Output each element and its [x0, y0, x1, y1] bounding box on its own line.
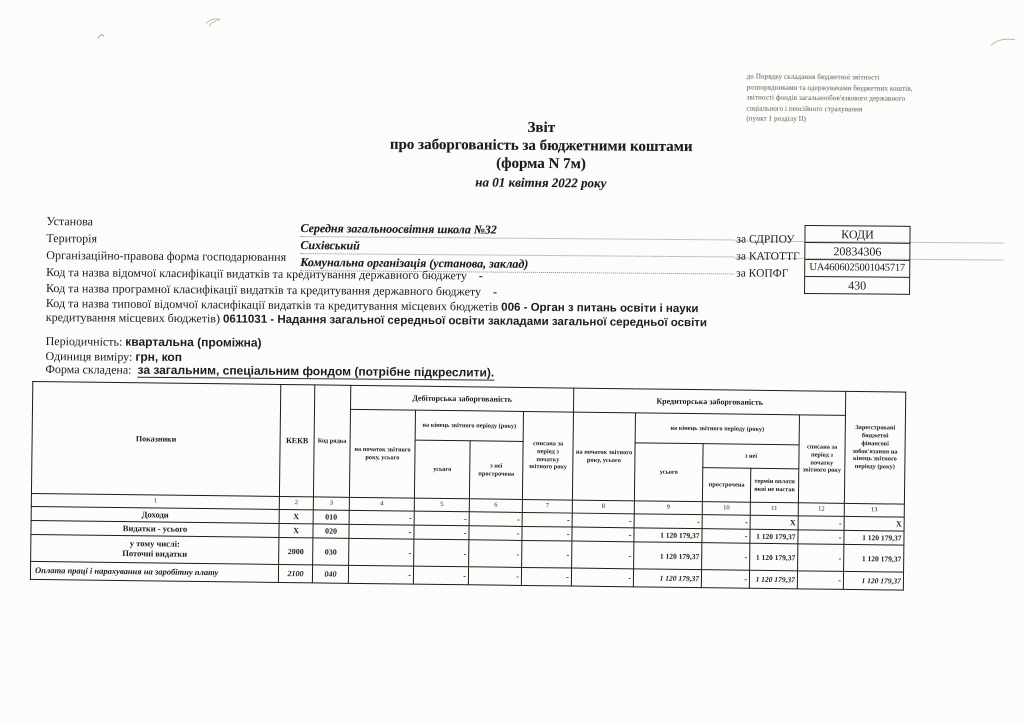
unit-value: грн, коп — [135, 349, 183, 365]
code-line-3-text: Код та назва типової відомчої класифікації видатків та кредитування місцевих бюджетів — [45, 296, 499, 314]
report-subtitle: про заборгованість за бюджетними коштами — [389, 136, 693, 156]
row-code: 010 — [313, 510, 349, 524]
col-number: 8 — [572, 500, 634, 514]
cell: - — [572, 541, 634, 569]
col-row-code: Код рядка — [313, 385, 350, 497]
cell: - — [701, 570, 749, 589]
col-number: 12 — [798, 503, 844, 517]
code-line-2-value: - — [492, 284, 498, 299]
corner-annotation-line: до Порядку складання бюджетної звітності — [746, 72, 880, 82]
cell: - — [572, 527, 634, 542]
cell: - — [702, 543, 750, 571]
row-name: Оплата праці і нарахування на заробітну плату — [30, 561, 278, 582]
cell: - — [572, 513, 634, 528]
kopfg-code: 430 — [848, 278, 867, 293]
orgform-label: Організаційно-правова форма господарювання — [46, 248, 287, 264]
row-name: Доходи — [31, 506, 279, 523]
cell: - — [469, 540, 522, 568]
cell: - — [702, 515, 750, 530]
row-kekv: 2000 — [279, 537, 313, 564]
col-debit-written-off: списана за період з початку звітного року — [522, 411, 573, 500]
cell: 1 120 179,37 — [844, 544, 904, 572]
col-credit-start: на початок звітного року, усього — [572, 412, 635, 501]
cell: - — [414, 539, 469, 567]
cell: - — [349, 510, 414, 525]
code-line-2-text: Код та назва програмної класифікації видатків та кредитування державного бюджету — [45, 281, 482, 299]
col-number: 1 — [31, 493, 279, 509]
row-kekv: X — [279, 523, 313, 537]
cell: - — [349, 538, 414, 566]
col-number: 5 — [414, 498, 469, 512]
col-number: 4 — [349, 497, 414, 511]
cell: 1 120 179,37 — [843, 571, 903, 590]
cell: 1 120 179,37 — [634, 528, 702, 543]
debt-table — [30, 381, 906, 591]
cell: - — [798, 544, 844, 572]
cell: - — [797, 571, 843, 590]
col-number: 10 — [702, 502, 750, 516]
code-line-4-text: кредитування місцевих бюджетів) — [45, 310, 221, 326]
col-credit-total: усього — [634, 443, 703, 502]
cell: - — [702, 529, 750, 544]
corner-annotation-line: (пункт 1 розділу ІІ) — [746, 114, 807, 124]
col-debit-period-end: на кінець звітного періоду (року) — [415, 410, 523, 441]
col-credit-period-end: на кінець звітного періоду (року) — [635, 413, 799, 445]
cell: - — [469, 526, 522, 541]
kopfg-label: за КОПФГ — [736, 267, 789, 280]
code-line-3-value: 006 - Орган з питань освіти і науки — [501, 301, 699, 316]
cell: - — [469, 512, 522, 527]
territory-label: Територія — [46, 231, 98, 246]
cell: - — [634, 514, 702, 529]
col-debit-overdue: з неї прострочена — [469, 441, 523, 500]
form-line — [45, 362, 494, 381]
scan-noise-mark — [88, 10, 238, 51]
corner-annotation-line: розпорядниками та одержувачами бюджетних коштів, — [746, 83, 913, 93]
col-number: 13 — [844, 503, 904, 517]
cell: 1 120 179,37 — [750, 543, 798, 571]
cell: - — [414, 525, 469, 540]
group-debit: Дебіторська заборгованість — [350, 385, 573, 412]
cell: - — [468, 567, 521, 586]
cell: 1 120 179,37 — [844, 530, 904, 545]
row-code: 040 — [312, 565, 348, 583]
territory-value: Сихівський — [300, 238, 734, 257]
cell: - — [522, 526, 572, 541]
col-credit-overdue: прострочена — [702, 468, 750, 503]
col-debit-start: на початок звітного року, усього — [349, 409, 415, 498]
cell: - — [349, 524, 414, 539]
row-code: 030 — [313, 538, 349, 565]
row-kekv: 2100 — [278, 564, 312, 582]
corner-annotation — [746, 72, 961, 126]
institution-value: Середня загальноосвітня школа №32 — [300, 221, 734, 240]
row-name: Видатки - усього — [31, 520, 279, 537]
col-number: 11 — [750, 502, 798, 516]
report-title: Звіт — [527, 119, 556, 137]
code-line-4-value: 0611031 - Надання загальної середньої освіти закладами загальної середньої освіти — [222, 313, 708, 330]
col-number: 9 — [634, 501, 702, 515]
cell: - — [522, 512, 572, 527]
code-line-1-value: - — [478, 268, 484, 283]
form-number: (форма N 7м) — [496, 155, 586, 173]
row-code: 020 — [313, 524, 349, 538]
cell: - — [798, 516, 844, 531]
cell: - — [798, 530, 844, 545]
cell: X — [750, 515, 798, 530]
cell: - — [522, 540, 572, 568]
scan-noise-mark — [985, 29, 1021, 55]
row-name — [31, 534, 279, 564]
col-registered: Зареєстровані бюджетні фінансові зобов'язання на кінець звітного періоду (року) — [844, 391, 905, 504]
row-name-prefix: у тому числі: — [129, 538, 180, 549]
col-indicators: Показники — [31, 381, 280, 496]
col-credit-written-off: списана за період з початку звітного року — [798, 415, 845, 504]
unit-label: Одиниця виміру: — [45, 349, 133, 364]
row-kekv: X — [279, 509, 313, 523]
corner-annotation-line: соціального і пенсійного страхування — [746, 104, 863, 113]
cell: - — [521, 567, 571, 586]
form-label: Форма складена: — [45, 362, 132, 377]
codes-box-header: КОДИ — [805, 226, 909, 244]
periodicity-line — [46, 334, 262, 351]
cell: - — [348, 565, 413, 584]
col-number: 3 — [313, 497, 349, 510]
cell: - — [414, 511, 469, 526]
cell: X — [844, 516, 904, 531]
edrpou-code: 20834306 — [805, 243, 909, 261]
code-line-1-text: Код та назва відомчої класифікації видатків та кредитування державного бюджету — [46, 265, 468, 283]
col-credit-of-which: з неї — [703, 444, 799, 469]
row-name-main: Поточні видатки — [122, 548, 188, 559]
katottg-label: за КАТОТТГ — [736, 250, 800, 263]
orgform-value: Комунальна організація (установа, заклад) — [300, 255, 734, 274]
debt-table-wrap — [30, 381, 906, 591]
form-value: за загальним, спеціальним фондом (потрібне підкреслити). — [137, 362, 495, 380]
institution-label: Установа — [46, 214, 93, 229]
cell: - — [413, 566, 468, 585]
periodicity-label: Періодичність: — [45, 334, 123, 349]
report-date: на 01 квітня 2022 року — [475, 174, 607, 191]
cell: 1 120 179,37 — [634, 542, 702, 570]
col-number: 7 — [522, 499, 572, 513]
katottg-code: UA4606025001045717 — [805, 260, 909, 278]
col-kekv: КЕКВ — [279, 384, 314, 496]
periodicity-value: квартальна (проміжна) — [125, 334, 262, 350]
report-title-block — [251, 118, 832, 194]
edrpou-label: за СДРПОУ — [736, 233, 795, 246]
corner-annotation-line: звітності фондів загальнообов'язкового державного — [746, 93, 906, 103]
col-number: 2 — [279, 496, 313, 509]
group-credit: Кредиторська заборгованість — [573, 388, 845, 415]
cell: 1 120 179,37 — [750, 529, 798, 544]
cell: 1 120 179,37 — [633, 569, 701, 588]
cell: 1 120 179,37 — [749, 570, 797, 589]
col-debit-total: усього — [414, 440, 470, 499]
cell: - — [571, 568, 633, 587]
col-number: 6 — [469, 499, 522, 513]
col-credit-not-due: термін оплати якої не настав — [750, 468, 798, 503]
